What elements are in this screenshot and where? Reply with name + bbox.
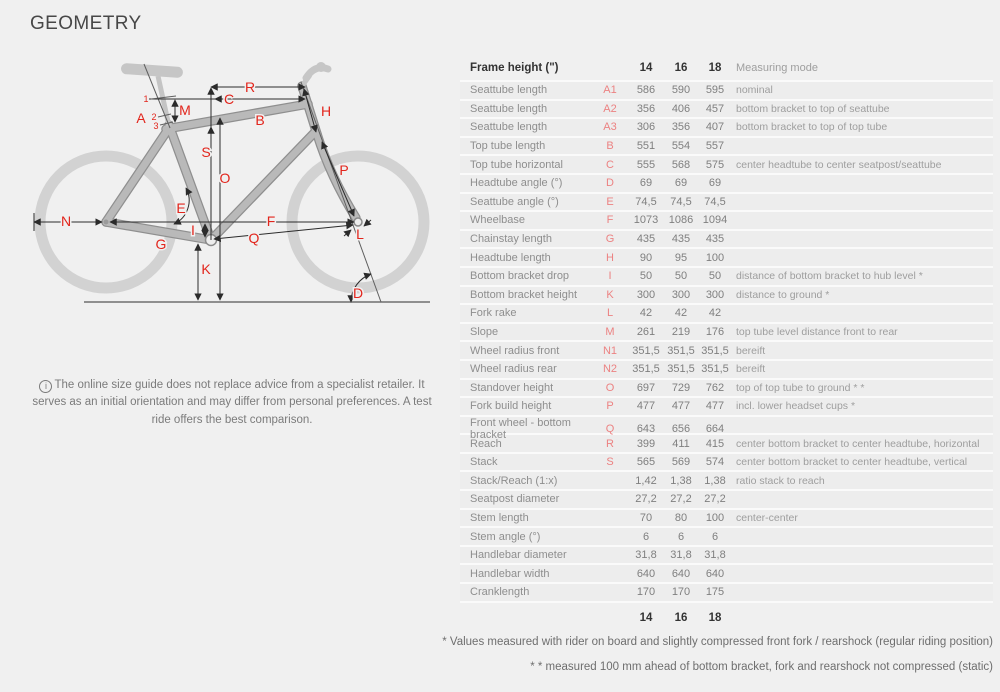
row-value: 74,5 bbox=[635, 195, 657, 208]
row-mode: top tube level distance front to rear bbox=[736, 326, 898, 339]
row-mode: incl. lower headset cups * bbox=[736, 400, 856, 413]
row-value: 697 bbox=[636, 381, 656, 394]
row-mode: distance of bottom bracket to hub level * bbox=[736, 270, 923, 283]
dim-label-o: O bbox=[219, 170, 231, 186]
row-label: Wheelbase bbox=[470, 214, 526, 227]
row-code: R bbox=[606, 437, 614, 450]
row-label: Reach bbox=[470, 437, 502, 450]
row-code: A3 bbox=[603, 121, 617, 134]
row-value: 95 bbox=[674, 251, 688, 264]
table-row bbox=[460, 378, 993, 397]
header-size-16: 16 bbox=[674, 62, 688, 74]
row-code: N1 bbox=[602, 344, 618, 357]
table-row bbox=[460, 229, 993, 248]
row-value: 551 bbox=[636, 140, 656, 153]
row-value: 6 bbox=[711, 530, 719, 543]
handlebar-graphic bbox=[302, 62, 328, 86]
dim-label-f: F bbox=[266, 213, 276, 229]
row-value: 42 bbox=[674, 307, 688, 320]
table-row bbox=[460, 136, 993, 155]
dimension-labels bbox=[61, 79, 364, 301]
table-row bbox=[460, 99, 993, 118]
row-label: Seattube angle (°) bbox=[470, 195, 559, 208]
row-value: 1,42 bbox=[635, 474, 657, 487]
table-row bbox=[460, 526, 993, 545]
row-value: 50 bbox=[674, 270, 688, 283]
row-value: 90 bbox=[639, 251, 653, 264]
table-row bbox=[460, 117, 993, 136]
row-code: Q bbox=[605, 422, 615, 435]
row-label: Chainstay length bbox=[470, 233, 552, 246]
row-code: G bbox=[605, 233, 615, 246]
row-value: 586 bbox=[636, 84, 656, 97]
row-label: Bottom bracket height bbox=[470, 288, 578, 301]
row-value: 74,5 bbox=[670, 195, 692, 208]
table-row bbox=[460, 582, 993, 601]
row-value: 399 bbox=[636, 437, 656, 450]
row-value: 27,2 bbox=[635, 493, 657, 506]
row-label: Seattube length bbox=[470, 84, 548, 97]
row-value: 729 bbox=[671, 381, 691, 394]
row-value: 219 bbox=[671, 326, 691, 339]
dim-label-q: Q bbox=[248, 230, 260, 246]
dim-label-k: K bbox=[201, 261, 211, 277]
row-code: L bbox=[606, 307, 614, 320]
row-value: 27,2 bbox=[670, 493, 692, 506]
row-value: 762 bbox=[705, 381, 725, 394]
row-code: N2 bbox=[602, 363, 618, 376]
table-row bbox=[460, 192, 993, 211]
geometry-table-body bbox=[460, 80, 993, 601]
dim-label-b: B bbox=[255, 112, 265, 128]
row-value: 575 bbox=[705, 158, 725, 171]
dim-label-h: H bbox=[320, 103, 332, 119]
row-label: Seattube length bbox=[470, 102, 548, 115]
row-label: Stack bbox=[470, 456, 498, 469]
dim-label-3: 3 bbox=[153, 121, 159, 131]
row-value: 170 bbox=[671, 586, 691, 599]
row-value: 351,5 bbox=[701, 344, 729, 357]
row-value: 27,2 bbox=[704, 493, 726, 506]
row-value: 640 bbox=[705, 567, 725, 580]
row-value: 6 bbox=[677, 530, 685, 543]
footnote-2: * * measured 100 mm ahead of bottom bracket, fork and rearshock not compressed (static) bbox=[530, 661, 993, 673]
footer-size-18: 18 bbox=[708, 611, 722, 624]
row-value: 351,5 bbox=[701, 363, 729, 376]
row-value: 351,5 bbox=[632, 363, 660, 376]
row-label: Front wheel - bottom bracket bbox=[470, 416, 571, 441]
row-mode: center-center bbox=[736, 511, 798, 524]
row-label: Handlebar width bbox=[470, 567, 550, 580]
row-label: Stem length bbox=[470, 511, 529, 524]
row-code: A1 bbox=[603, 84, 617, 97]
row-value: 306 bbox=[636, 121, 656, 134]
table-row bbox=[460, 210, 993, 229]
row-label: Fork build height bbox=[470, 400, 552, 413]
row-value: 435 bbox=[671, 233, 691, 246]
dim-label-a: A bbox=[136, 110, 146, 126]
row-value: 411 bbox=[672, 437, 690, 450]
row-value: 477 bbox=[671, 400, 691, 413]
row-code: B bbox=[606, 140, 614, 153]
table-row bbox=[460, 173, 993, 192]
row-label: Headtube length bbox=[470, 251, 551, 264]
dim-label-n: N bbox=[60, 213, 72, 229]
geometry-table-footer bbox=[460, 601, 993, 633]
row-code: S bbox=[606, 456, 614, 469]
row-label: Slope bbox=[470, 326, 499, 339]
row-label: Top tube horizontal bbox=[470, 158, 563, 171]
row-mode: center bottom bracket to center headtube, vertical bbox=[736, 456, 968, 469]
table-row bbox=[460, 340, 993, 359]
page-title: GEOMETRY bbox=[30, 13, 142, 34]
row-value: 80 bbox=[674, 511, 688, 524]
row-code: M bbox=[605, 326, 615, 339]
row-value: 261 bbox=[636, 326, 656, 339]
row-value: 69 bbox=[639, 177, 653, 190]
row-mode: distance to ground * bbox=[736, 288, 830, 301]
row-value: 565 bbox=[636, 456, 656, 469]
dim-label-e: E bbox=[176, 200, 186, 216]
row-label: Top tube length bbox=[470, 140, 546, 153]
dim-label-s: S bbox=[201, 144, 211, 160]
row-value: 300 bbox=[636, 288, 656, 301]
footer-size-16: 16 bbox=[674, 611, 688, 624]
row-mode: bottom bracket to top of seattube bbox=[736, 102, 890, 115]
rear-hub bbox=[104, 220, 109, 225]
row-value: 1094 bbox=[702, 214, 728, 227]
row-value: 50 bbox=[708, 270, 722, 283]
row-value: 415 bbox=[705, 437, 725, 450]
row-value: 595 bbox=[705, 84, 725, 97]
row-value: 664 bbox=[705, 422, 725, 435]
bike-geometry-diagram bbox=[18, 58, 448, 350]
row-label: Seatpost diameter bbox=[470, 493, 560, 506]
row-value: 31,8 bbox=[635, 549, 657, 562]
table-row bbox=[460, 285, 993, 304]
row-mode: center bottom bracket to center headtube, horizontal bbox=[736, 437, 980, 450]
row-value: 574 bbox=[705, 456, 725, 469]
row-label: Bottom bracket drop bbox=[470, 270, 570, 283]
row-label: Stem angle (°) bbox=[470, 530, 541, 543]
row-value: 643 bbox=[636, 422, 656, 435]
row-value: 100 bbox=[705, 511, 725, 524]
table-row bbox=[460, 545, 993, 564]
header-size-14: 14 bbox=[639, 62, 653, 74]
row-label: Wheel radius rear bbox=[470, 363, 557, 376]
table-row bbox=[460, 154, 993, 173]
row-value: 6 bbox=[642, 530, 650, 543]
table-row bbox=[460, 508, 993, 527]
front-hub bbox=[354, 218, 362, 226]
dim-label-c: C bbox=[223, 91, 235, 107]
row-value: 74,5 bbox=[704, 195, 726, 208]
row-value: 356 bbox=[671, 121, 691, 134]
row-value: 351,5 bbox=[632, 344, 660, 357]
row-value: 31,8 bbox=[704, 549, 726, 562]
row-code: P bbox=[606, 400, 614, 413]
table-row bbox=[460, 359, 993, 378]
table-row bbox=[460, 322, 993, 341]
size-guide-note bbox=[28, 377, 436, 429]
size-guide-note-text: The online size guide does not replace advice from a specialist retailer. It serves as an initial orientation and may differ from personal preferences. A test ride offers the best comparison. bbox=[32, 379, 432, 426]
row-value: 1,38 bbox=[704, 474, 726, 487]
table-row bbox=[460, 266, 993, 285]
row-value: 1086 bbox=[668, 214, 694, 227]
row-value: 351,5 bbox=[667, 344, 695, 357]
row-code: O bbox=[605, 381, 615, 394]
info-icon: i bbox=[39, 380, 52, 393]
row-value: 1,38 bbox=[670, 474, 692, 487]
footnote-1: * Values measured with rider on board and slightly compressed front fork / rearshock (regular riding position) bbox=[442, 636, 993, 648]
dim-label-1: 1 bbox=[143, 94, 149, 104]
table-row bbox=[460, 489, 993, 508]
table-row bbox=[460, 452, 993, 471]
footnotes bbox=[442, 636, 993, 686]
dim-label-i: I bbox=[191, 222, 195, 238]
row-value: 356 bbox=[636, 102, 656, 115]
row-value: 590 bbox=[671, 84, 691, 97]
row-code: H bbox=[606, 251, 614, 264]
row-label: Cranklength bbox=[470, 586, 530, 599]
header-frame-height: Frame height (") bbox=[470, 62, 559, 74]
row-value: 457 bbox=[705, 102, 725, 115]
table-row bbox=[460, 80, 993, 99]
row-mode: ratio stack to reach bbox=[736, 474, 825, 487]
row-value: 477 bbox=[705, 400, 725, 413]
dim-label-g: G bbox=[155, 236, 167, 252]
dim-label-l: L bbox=[356, 226, 364, 242]
row-value: 170 bbox=[636, 586, 656, 599]
dim-label-m: M bbox=[179, 102, 191, 118]
table-row bbox=[460, 563, 993, 582]
row-code: C bbox=[606, 158, 614, 171]
row-value: 555 bbox=[636, 158, 656, 171]
row-mode: center headtube to center seatpost/seattube bbox=[736, 158, 942, 171]
row-label: Fork rake bbox=[470, 307, 517, 320]
row-label: Standover height bbox=[470, 381, 554, 394]
table-row bbox=[460, 247, 993, 266]
dim-label-r: R bbox=[244, 79, 256, 95]
row-mode: bereift bbox=[736, 344, 766, 357]
table-row bbox=[460, 396, 993, 415]
row-value: 69 bbox=[674, 177, 688, 190]
row-value: 554 bbox=[671, 140, 691, 153]
row-code: I bbox=[608, 270, 612, 283]
row-value: 568 bbox=[671, 158, 691, 171]
row-mode: bereift bbox=[736, 363, 766, 376]
row-value: 175 bbox=[705, 586, 725, 599]
row-value: 69 bbox=[708, 177, 722, 190]
row-value: 435 bbox=[636, 233, 656, 246]
geometry-table bbox=[460, 56, 993, 633]
row-code: E bbox=[606, 195, 614, 208]
dim-label-2: 2 bbox=[151, 112, 157, 122]
row-value: 640 bbox=[636, 567, 656, 580]
row-value: 176 bbox=[705, 326, 725, 339]
table-row bbox=[460, 415, 993, 441]
header-size-18: 18 bbox=[708, 62, 722, 74]
row-value: 300 bbox=[705, 288, 725, 301]
row-value: 569 bbox=[671, 456, 691, 469]
row-value: 42 bbox=[639, 307, 653, 320]
row-value: 42 bbox=[708, 307, 722, 320]
row-code: A2 bbox=[603, 102, 617, 115]
table-row bbox=[460, 303, 993, 322]
row-value: 100 bbox=[705, 251, 725, 264]
row-value: 557 bbox=[705, 140, 725, 153]
row-value: 640 bbox=[671, 567, 691, 580]
geometry-table-header bbox=[460, 56, 993, 80]
row-label: Seattube length bbox=[470, 121, 548, 134]
dim-label-d: D bbox=[352, 285, 364, 301]
row-mode: nominal bbox=[736, 84, 773, 97]
dim-label-p: P bbox=[339, 162, 349, 178]
footer-size-14: 14 bbox=[639, 611, 653, 624]
row-code: D bbox=[606, 177, 614, 190]
row-mode: top of top tube to ground * * bbox=[736, 381, 865, 394]
row-code: K bbox=[606, 288, 614, 301]
row-value: 31,8 bbox=[670, 549, 692, 562]
row-code: F bbox=[606, 214, 614, 227]
row-label: Wheel radius front bbox=[470, 344, 560, 357]
row-value: 70 bbox=[639, 511, 653, 524]
row-label: Handlebar diameter bbox=[470, 549, 567, 562]
row-value: 300 bbox=[671, 288, 691, 301]
row-mode: bottom bracket to top of top tube bbox=[736, 121, 888, 134]
row-value: 435 bbox=[705, 233, 725, 246]
row-value: 50 bbox=[639, 270, 653, 283]
table-row bbox=[460, 470, 993, 489]
row-value: 1073 bbox=[633, 214, 659, 227]
row-value: 406 bbox=[671, 102, 691, 115]
row-label: Stack/Reach (1:x) bbox=[470, 474, 558, 487]
row-label: Headtube angle (°) bbox=[470, 177, 563, 190]
header-measuring-mode: Measuring mode bbox=[736, 62, 818, 74]
row-value: 477 bbox=[636, 400, 656, 413]
row-value: 656 bbox=[671, 422, 691, 435]
row-value: 351,5 bbox=[667, 363, 695, 376]
row-value: 407 bbox=[705, 121, 725, 134]
